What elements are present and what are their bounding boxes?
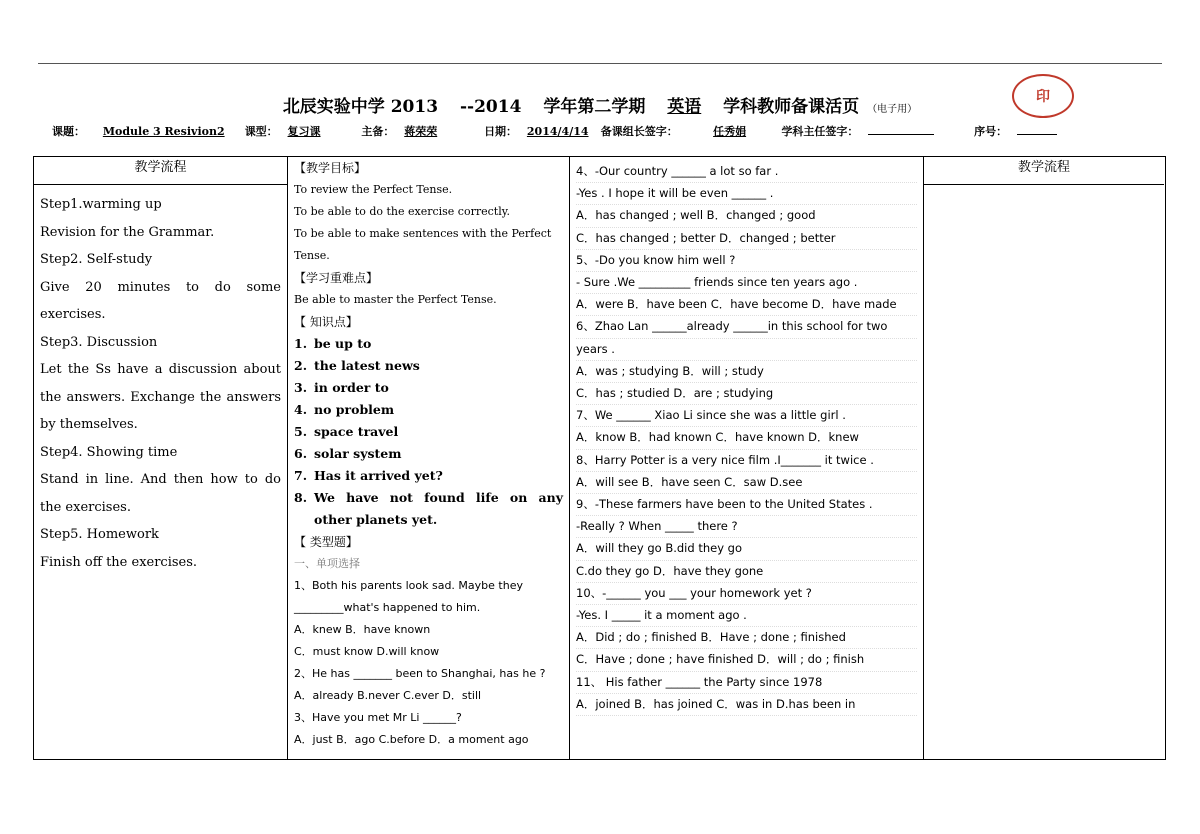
section-title: 一、单项选择 [294, 557, 360, 570]
knowledge-point: 8. We have not found life on any other planets yet. [294, 487, 563, 531]
school-years: --2014 [459, 97, 522, 117]
top-rule [38, 63, 1162, 64]
date-value: 2014/4/14 [526, 125, 589, 138]
term: 学年第二学期 [543, 97, 646, 117]
exercise-line: -Really ? When _____ there ? [576, 516, 917, 538]
knowledge-point: 1. be up to [294, 333, 563, 355]
key-label: 【学习重难点】 [294, 271, 379, 285]
step-line: Step2. Self-study [40, 252, 153, 267]
step-line: Step1.warming up [40, 197, 162, 212]
knowledge-point: 2. the latest news [294, 355, 563, 377]
exercise-line: A．will they go B.did they go [576, 538, 917, 560]
goal-line: To review the Perfect Tense. [294, 183, 453, 196]
step-line: Step3. Discussion [40, 334, 158, 350]
objectives-body [288, 179, 569, 751]
type-value: 复习课 [287, 125, 321, 138]
question-line: _________what's happened to him. [294, 601, 481, 614]
exercise-line: A．will see B．have seen C．saw D.see [576, 472, 917, 494]
step-line: Revision for the Grammar. [40, 224, 215, 240]
question-line: A．just B．ago C.before D．a moment ago [294, 733, 529, 746]
exercise-line: A．know B．had known C．have known D．knew [576, 427, 917, 449]
column-objectives [288, 157, 570, 759]
exercise-line: - Sure .We _________ friends since ten years ago . [576, 272, 917, 294]
exercise-line: 9、-These farmers have been to the United States . [576, 494, 917, 516]
date-label: 日期： [484, 125, 518, 138]
exercise-line: 11、 His father ______ the Party since 1978 [576, 672, 917, 694]
question-line: 1、Both his parents look sad. Maybe they [294, 579, 523, 592]
points-label: 【 知识点】 [294, 315, 358, 329]
knowledge-point: 4. no problem [294, 399, 563, 421]
leader-label: 备课组长签字： [600, 125, 678, 138]
knowledge-point: 7. Has it arrived yet? [294, 465, 563, 487]
director-value [868, 122, 934, 135]
key-line: Be able to master the Perfect Tense. [294, 293, 497, 306]
exercise-line: -Yes . I hope it will be even ______ . [576, 183, 917, 205]
step-line: Let the Ss have a discussion about the answers. Exchange the answers by themselves. [40, 362, 281, 432]
knowledge-point: 5. space travel [294, 421, 563, 443]
school-seal-icon: 印 [1012, 74, 1074, 118]
form-name: 学科教师备课活页 [723, 97, 860, 117]
exercise-line: C.do they go D．have they gone [576, 561, 917, 583]
column-header: 教学流程 [924, 157, 1164, 185]
exercise-lines [570, 157, 923, 716]
goal-line: To be able to make sentences with the Perfect Tense. [294, 227, 552, 262]
type-label: 课型： [244, 125, 278, 138]
form-note: （电子用） [867, 104, 918, 115]
column-exercises [570, 157, 924, 759]
host-label: 主备： [361, 125, 395, 138]
types-label: 【 类型题】 [294, 535, 358, 549]
exercise-line: 6、Zhao Lan ______already ______in this school for two [576, 316, 917, 338]
goal-line: To be able to do the exercise correctly. [294, 205, 510, 218]
meta-row [52, 122, 1063, 139]
step-line: Finish off the exercises. [40, 554, 198, 570]
exercise-line: 5、-Do you know him well ? [576, 250, 917, 272]
exercise-line: 7、We ______ Xiao Li since she was a little girl . [576, 405, 917, 427]
step-line: Step4. Showing time [40, 444, 178, 460]
exercise-line: A．has changed ; well B．changed ; good [576, 205, 917, 227]
exercise-line: C．has ; studied D．are ; studying [576, 383, 917, 405]
question-line: 2、He has _______ been to Shanghai, has he ? [294, 667, 546, 680]
question-line: C．must know D.will know [294, 645, 440, 658]
exercise-line: A．were B．have been C．have become D．have made [576, 294, 917, 316]
leader-value: 任秀娟 [713, 125, 747, 138]
knowledge-points [294, 333, 563, 531]
topic-value: Module 3 Resivion2 [102, 125, 225, 138]
column-process-right [924, 157, 1164, 759]
question-line: A．already B.never C.ever D．still [294, 689, 482, 702]
knowledge-point: 3. in order to [294, 377, 563, 399]
step-line: Give 20 minutes to do some exercises. [40, 279, 281, 322]
exercise-line: C．has changed ; better D．changed ; better [576, 228, 917, 250]
exercise-line: A．joined B．has joined C．was in D.has been in [576, 694, 917, 716]
subject: 英语 [667, 97, 702, 117]
no-label: 序号： [974, 125, 1008, 138]
column-process [34, 157, 288, 759]
exercise-line: 8、Harry Potter is a very nice film .I_______ it twice . [576, 450, 917, 472]
question-line: 3、Have you met Mr Li ______? [294, 711, 462, 724]
knowledge-point: 6. solar system [294, 443, 563, 465]
exercise-line: years . [576, 339, 917, 361]
exercise-line: A．Did ; do ; finished B．Have ; done ; finished [576, 627, 917, 649]
step-line: Stand in line. And then how to do the exercises. [40, 472, 281, 515]
question-line: A．knew B．have known [294, 623, 431, 636]
step-line: Step5. Homework [40, 527, 159, 542]
host-value: 蒋荣荣 [404, 125, 438, 138]
exercise-line: 4、-Our country ______ a lot so far . [576, 161, 917, 183]
process-steps [34, 185, 287, 576]
exercise-line: 10、-______ you ___ your homework yet ? [576, 583, 917, 605]
topic-label: 课题： [52, 125, 85, 138]
column-header: 教学流程 [34, 157, 287, 185]
exercise-line: A．was ; studying B．will ; study [576, 361, 917, 383]
director-label: 学科主任签字： [781, 125, 859, 138]
lesson-table [33, 156, 1166, 760]
goal-label: 【教学目标】 [294, 161, 367, 175]
exercise-line: C．Have ; done ; have finished D．will ; do ; finish [576, 649, 917, 671]
no-value [1017, 122, 1057, 135]
exercise-line: -Yes. I _____ it a moment ago . [576, 605, 917, 627]
school-name: 北辰实验中学 2013 [282, 97, 439, 117]
